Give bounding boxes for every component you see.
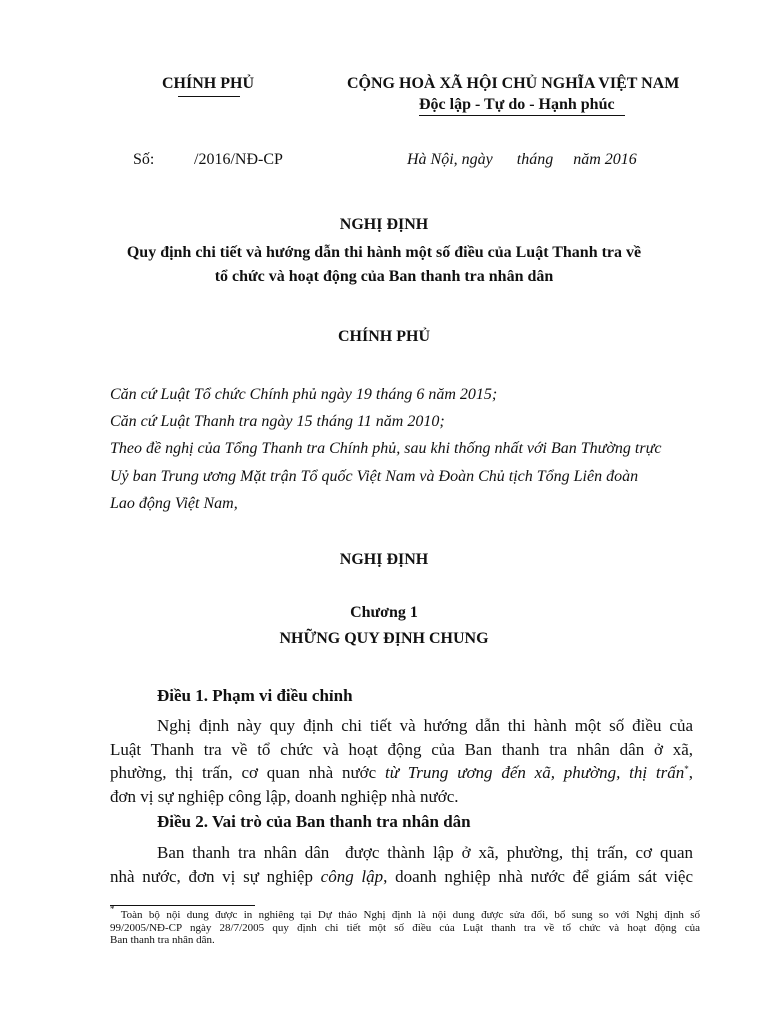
preamble-line: Theo đề nghị của Tổng Thanh tra Chính phủ, sau khi thống nhất với Ban Thường trực <box>110 440 662 457</box>
footnote-text: Toàn bộ nội dung được in nghiêng tại Dự thảo Nghị định là nội dung được sửa đổi, bổ sung so với Nghị định số <box>114 909 700 921</box>
footnote <box>110 904 700 947</box>
preamble-line: Uỷ ban Trung ương Mặt trận Tổ quốc Việt Nam và Đoàn Chủ tịch Tổng Liên đoàn <box>110 468 639 485</box>
footnote-line: Ban thanh tra nhân dân. <box>110 934 215 946</box>
footnote-line <box>110 904 700 922</box>
article-1-line: đơn vị sự nghiệp công lập, doanh nghiệp nhà nước. <box>110 786 459 806</box>
article-2-line: Ban thanh tra nhân dân được thành lập ở xã, phường, thị trấn, cơ quan <box>157 843 693 862</box>
article-2-text: nhà nước, đơn vị sự nghiệp <box>110 866 321 886</box>
article-2-heading: Điều 2. Vai trò của Ban thanh tra nhân dân <box>157 812 471 831</box>
article-1-text: , <box>688 763 693 782</box>
agency-underline <box>178 96 240 97</box>
article-2-text: , doanh nghiệp nhà nước để giám sát việc <box>383 866 694 886</box>
article-2-line <box>110 865 693 889</box>
footnote-reference-mark: * <box>684 764 689 774</box>
decree-heading: NGHỊ ĐỊNH <box>339 551 429 568</box>
issuer-heading: CHÍNH PHỦ <box>338 328 430 345</box>
preamble-line: Căn cứ Luật Thanh tra ngày 15 tháng 11 năm 2010; <box>110 413 445 430</box>
place-and-date: Hà Nội, ngày tháng năm 2016 <box>407 151 637 168</box>
preamble-line: Lao động Việt Nam, <box>110 495 238 512</box>
article-1-line <box>110 761 693 785</box>
agency-name: CHÍNH PHỦ <box>162 75 254 92</box>
preamble-line: Căn cứ Luật Tổ chức Chính phủ ngày 19 tháng 6 năm 2015; <box>110 386 498 403</box>
chapter-number: Chương 1 <box>350 604 418 621</box>
document-number: /2016/NĐ-CP <box>194 151 283 168</box>
article-1-line: Luật Thanh tra về tổ chức và hoạt động của Ban thanh tra nhân dân ở xã, <box>110 739 693 759</box>
country-name: CỘNG HOÀ XÃ HỘI CHỦ NGHĨA VIỆT NAM <box>347 75 680 92</box>
article-2-italic-text: công lập <box>320 866 384 886</box>
motto-underline <box>419 115 625 116</box>
article-1-italic-text: từ Trung ương đến xã, phường, thị trấn <box>385 763 685 782</box>
document-number-label: Số: <box>133 151 155 168</box>
article-1-line: Nghị định này quy định chi tiết và hướng dẫn thi hành một số điều của <box>157 716 693 735</box>
chapter-title: NHỮNG QUY ĐỊNH CHUNG <box>279 630 489 647</box>
article-1-heading: Điều 1. Phạm vi điều chỉnh <box>157 686 353 705</box>
document-type-heading: NGHỊ ĐỊNH <box>339 216 429 233</box>
document-subject-line-1: Quy định chi tiết và hướng dẫn thi hành một số điều của Luật Thanh tra về <box>126 244 642 261</box>
document-subject-line-2: tổ chức và hoạt động của Ban thanh tra nhân dân <box>214 268 554 285</box>
article-1-body <box>110 714 693 808</box>
footnote-line: 99/2005/NĐ-CP ngày 28/7/2005 quy định chi tiết một số điều của Luật thanh tra về tổ chức và hoạt động của <box>110 921 700 934</box>
footnote-mark: * <box>110 904 115 914</box>
article-1-text: phường, thị trấn, cơ quan nhà nước <box>110 763 385 782</box>
article-2-body <box>110 841 693 888</box>
national-motto: Độc lập - Tự do - Hạnh phúc <box>419 96 615 113</box>
footnote-separator <box>110 905 255 906</box>
